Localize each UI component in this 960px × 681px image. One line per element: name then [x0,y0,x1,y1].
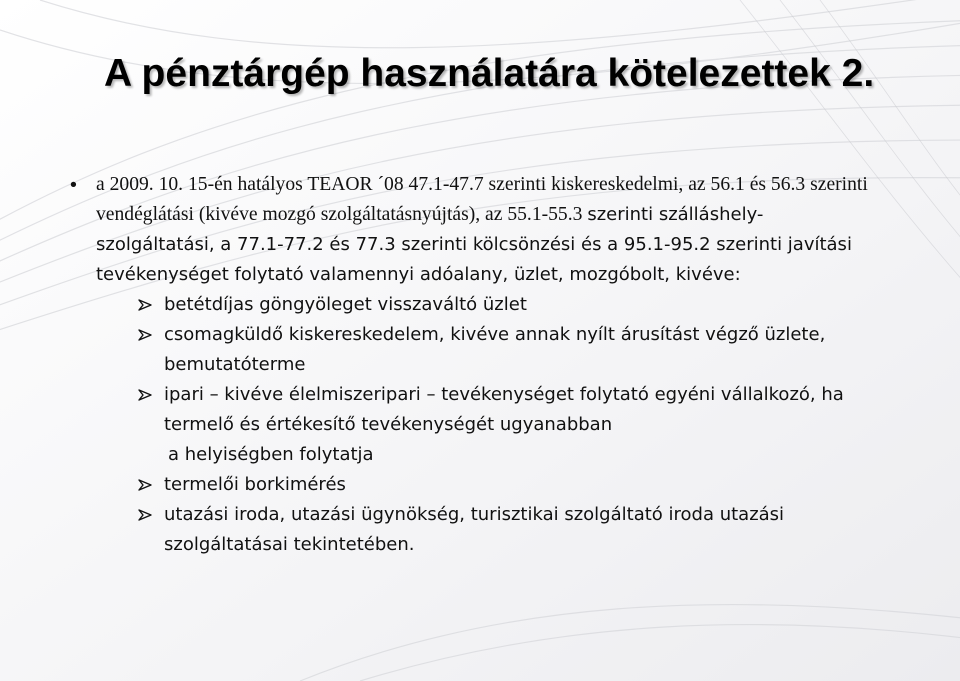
main-bullet [70,170,880,290]
list-item: utazási iroda, utazási ügynökség, turisztikai szolgáltató iroda utazási szolgáltatásai tekintetében. [70,500,880,560]
list-item: termelői borkimérés [70,470,880,500]
arrow-bullet-icon [138,329,152,341]
main-bullet-text: a 2009. 10. 15-én hatályos TEAOR ´08 47.1-47.7 szerinti kiskereskedelmi, az 56.1 és 56.3 szerinti vendéglátási (kivéve mozgó szolgáltatásnyújtás), az 55.1-55.3 szerinti szálláshely-szolgáltatási, a 77.1-77.2 és 77.3 szerinti kölcsönzési és a 95.1-95.2 szerinti javítási tevékenységet folytató valamennyi adóalany, üzlet, mozgóbolt, kivéve: [96,174,868,285]
arrow-bullet-icon [138,509,152,521]
arrow-bullet-icon [138,389,152,401]
bullet-dot-icon: • [70,174,77,196]
list-item: csomagküldő kiskereskedelem, kivéve annak nyílt árusítást végző üzlete, bemutatóterme [70,320,880,380]
list-item: betétdíjas göngyöleget visszaváltó üzlet [70,290,880,320]
arrow-bullet-icon [138,299,152,311]
exception-list [70,290,880,560]
slide-title: A pénztárgép használatára kötelezettek 2. [104,52,875,95]
arrow-bullet-icon [138,479,152,491]
list-item-continuation: a helyiségben folytatja [168,444,374,465]
slide-body [70,170,880,560]
list-item: ipari – kivéve élelmiszeripari – tevékenységet folytató egyéni vállalkozó, ha termelő és értékesítő tevékenységét ugyanabban a helyiségben folytatja [70,380,880,470]
